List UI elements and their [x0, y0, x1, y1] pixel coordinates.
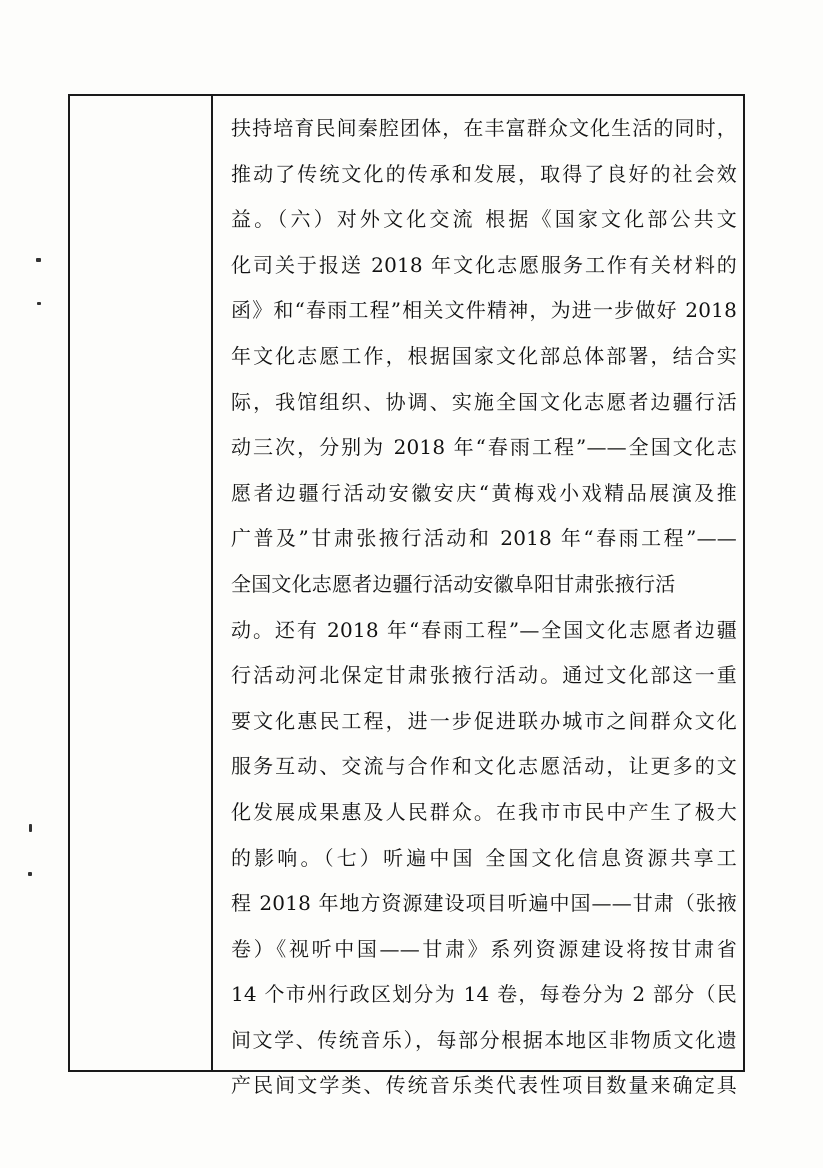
text-line: 要文化惠民工程，进一步促进联办城市之间群众文化 — [231, 708, 737, 733]
scan-speck-2 — [37, 302, 41, 305]
content-column-cell — [215, 96, 743, 1098]
text-line: 程 2018 年地方资源建设项目听遍中国——甘肃（张掖 — [231, 891, 737, 916]
text-line: 扶持培育民间秦腔团体，在丰富群众文化生活的同时， — [231, 116, 737, 140]
text-line: 14 个市州行政区划分为 14 卷，每卷分为 2 部分（民 — [231, 982, 737, 1007]
text-line: 推动了传统文化的传承和发展，取得了良好的社会效 — [231, 161, 737, 186]
text-line: 全国文化志愿者边疆行活动安徽阜阳甘肃张掖行活 — [231, 571, 676, 596]
text-line: 益。（六）对外文化交流 根据《国家文化部公共文 — [231, 207, 737, 232]
text-line: 卷）《视听中国——甘肃》系列资源建设将按甘肃省 — [231, 936, 737, 961]
scan-speck-4 — [28, 872, 32, 876]
content-table — [68, 94, 745, 1098]
text-line: 产民间文学类、传统音乐类代表性项目数量来确定具 — [231, 1073, 737, 1098]
text-line: 的影响。（七）听遍中国 全国文化信息资源共享工 — [231, 845, 737, 870]
text-line: 动三次，分别为 2018 年“春雨工程”——全国文化志 — [231, 435, 737, 460]
scan-speck-1 — [36, 258, 41, 262]
body-text — [231, 106, 737, 1109]
scan-speck-3 — [29, 824, 32, 832]
text-line: 动。还有 2018 年“春雨工程”—全国文化志愿者边疆 — [231, 617, 737, 642]
text-line: 函》和“春雨工程”相关文件精神，为进一步做好 2018 — [231, 298, 737, 323]
label-column-cell — [70, 96, 213, 1070]
text-line: 愿者边疆行活动安徽安庆“黄梅戏小戏精品展演及推 — [231, 480, 737, 505]
text-line: 服务互动、交流与合作和文化志愿活动，让更多的文 — [231, 754, 737, 779]
text-line: 年文化志愿工作，根据国家文化部总体部署，结合实 — [231, 343, 737, 368]
text-line: 化司关于报送 2018 年文化志愿服务工作有关材料的 — [231, 252, 737, 277]
text-line: 广普及”甘肃张掖行活动和 2018 年“春雨工程”—— — [231, 526, 737, 551]
text-line: 行活动河北保定甘肃张掖行活动。通过文化部这一重 — [231, 663, 737, 688]
text-line: 际，我馆组织、协调、实施全国文化志愿者边疆行活 — [231, 389, 737, 414]
text-line: 化发展成果惠及人民群众。在我市市民中产生了极大 — [231, 799, 737, 824]
text-line: 间文学、传统音乐），每部分根据本地区非物质文化遗 — [231, 1027, 737, 1052]
